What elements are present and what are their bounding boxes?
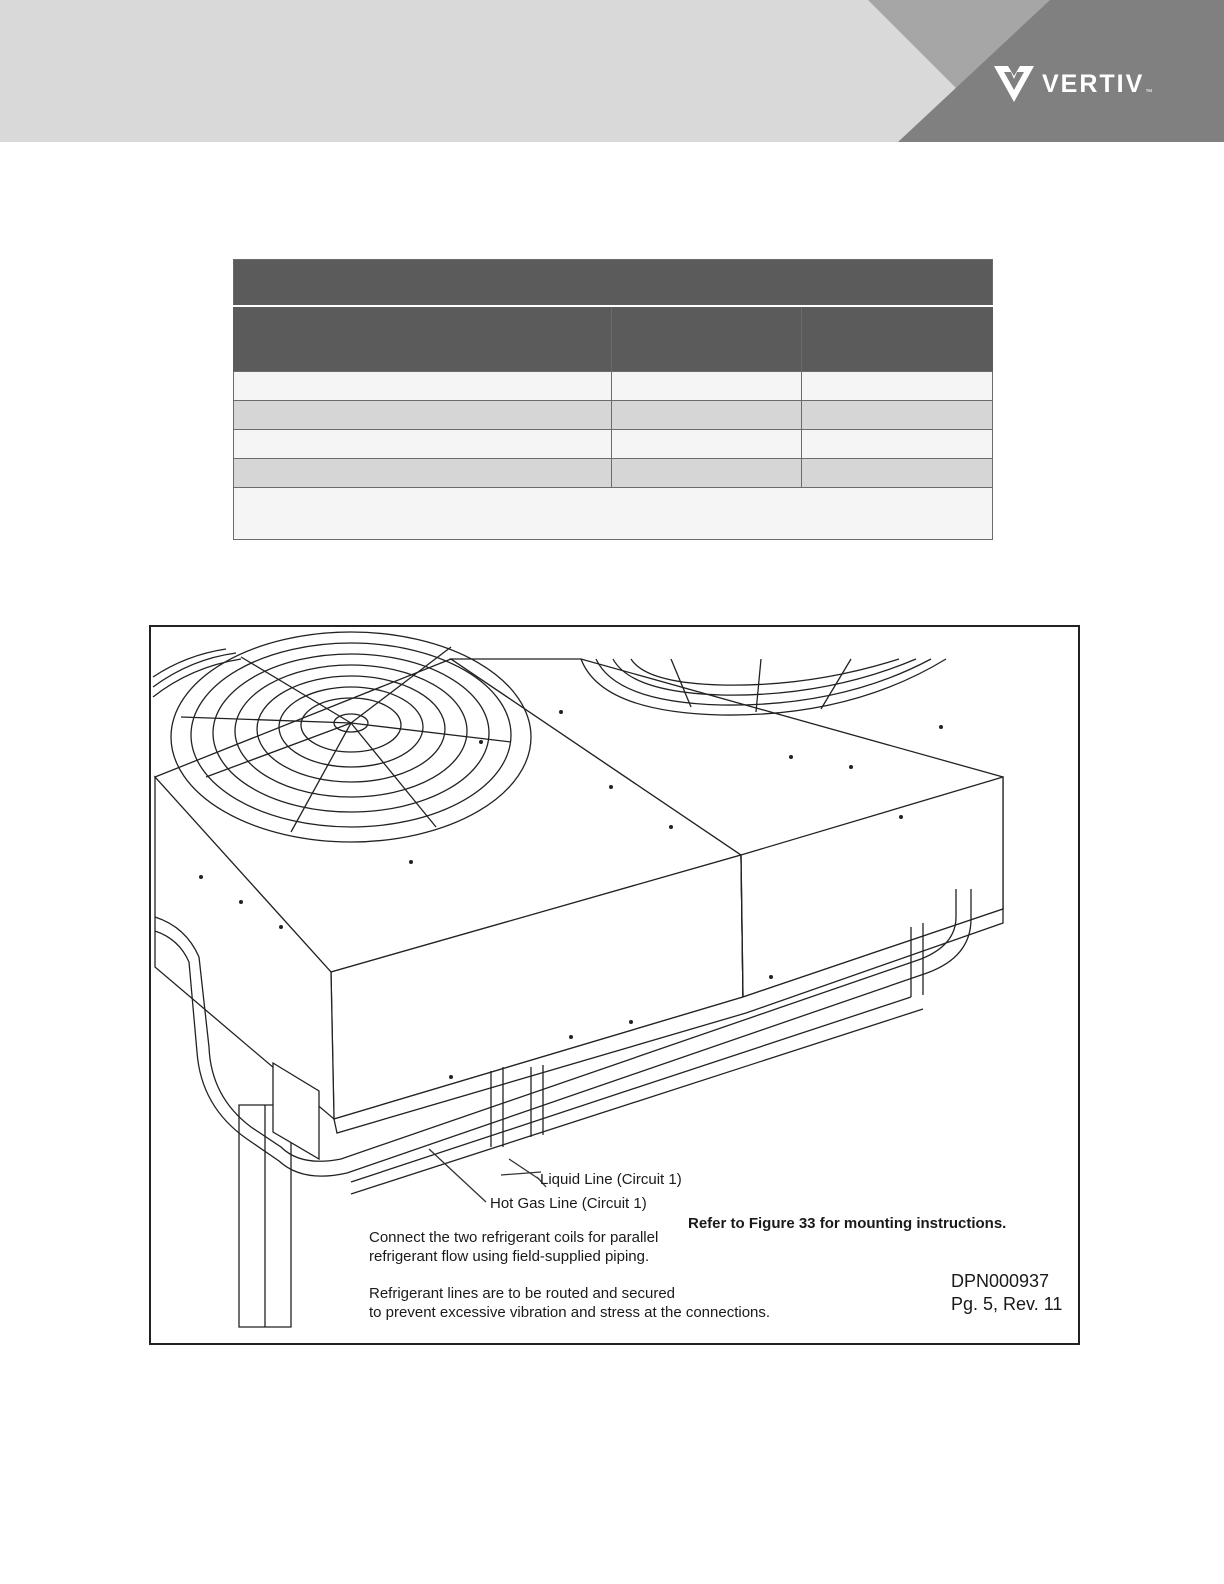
- callout-liquid-line: Liquid Line (Circuit 1): [540, 1171, 682, 1188]
- vertiv-logo: [994, 66, 1152, 102]
- table-header-cell: [802, 306, 993, 372]
- brand-name: VERTIV: [1042, 69, 1145, 98]
- spec-table: [233, 259, 993, 540]
- figure-reference: Refer to Figure 33 for mounting instructions.: [688, 1215, 1007, 1232]
- note-line: refrigerant flow using field-supplied piping.: [369, 1248, 650, 1265]
- header-banner: [0, 0, 1224, 142]
- table-cell: [612, 430, 802, 459]
- table-cell: [802, 401, 993, 430]
- table-footnote: [234, 488, 993, 540]
- liquid-line-leader: [501, 1172, 541, 1175]
- table-row: [234, 401, 993, 430]
- table-row: [234, 372, 993, 401]
- page-revision: Pg. 5, Rev. 11: [951, 1294, 1063, 1314]
- table-cell: [612, 401, 802, 430]
- piping-figure: [149, 625, 1080, 1345]
- note-line: Refrigerant lines are to be routed and secured: [369, 1285, 676, 1302]
- table-row: [234, 430, 993, 459]
- table-cell: [612, 372, 802, 401]
- table-title: [234, 260, 993, 307]
- table-row: [234, 459, 993, 488]
- vertiv-logo-icon: [994, 66, 1034, 102]
- note-parallel-flow: [369, 1228, 658, 1266]
- document-number-block: [951, 1270, 1062, 1316]
- note-line: to prevent excessive vibration and stress at the connections.: [369, 1304, 771, 1321]
- trademark: ™: [1145, 89, 1153, 96]
- table-cell: [234, 372, 612, 401]
- table-cell: [802, 459, 993, 488]
- note-line: Connect the two refrigerant coils for parallel: [369, 1229, 659, 1246]
- table-cell: [234, 401, 612, 430]
- table-header-cell: [612, 306, 802, 372]
- callout-hot-gas-line: Hot Gas Line (Circuit 1): [490, 1195, 647, 1212]
- table-cell: [802, 430, 993, 459]
- table-cell: [802, 372, 993, 401]
- table-cell: [234, 459, 612, 488]
- table-header-cell: [234, 306, 612, 372]
- document-number: DPN000937: [951, 1271, 1050, 1291]
- hot-gas-line-leader: [429, 1149, 486, 1202]
- fan-guard-partial-left: [153, 649, 241, 697]
- table-cell: [612, 459, 802, 488]
- note-routing: [369, 1284, 770, 1322]
- table-cell: [234, 430, 612, 459]
